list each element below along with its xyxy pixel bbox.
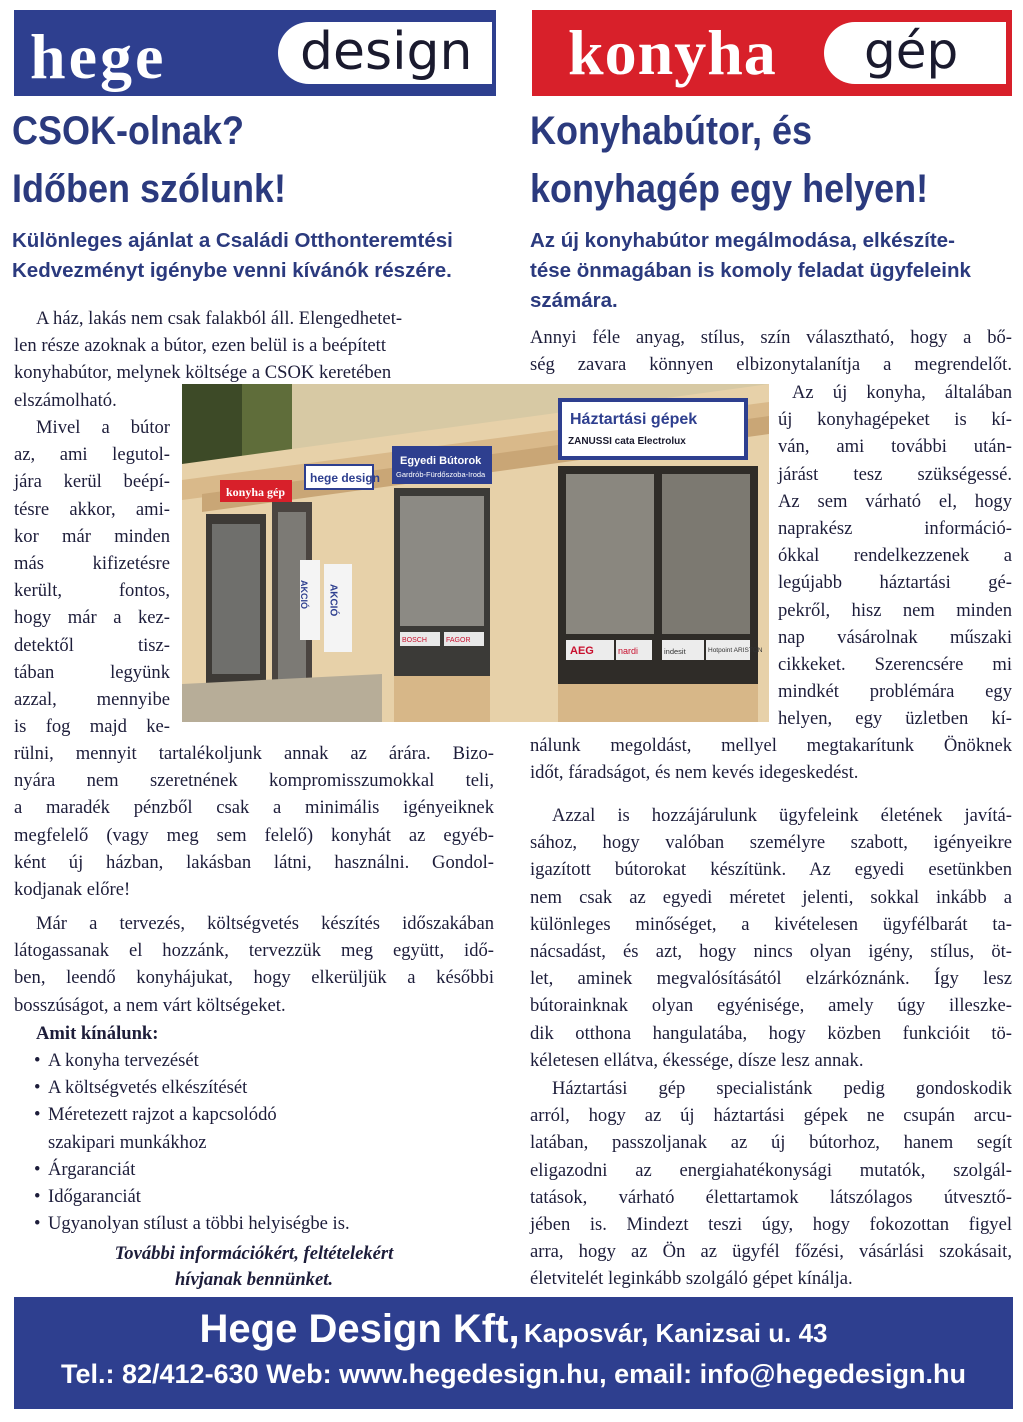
left-para-2-narrow bbox=[14, 414, 170, 740]
text-line: Azzal is hozzájárulunk ügyfeleink életének javítá- bbox=[552, 805, 1012, 826]
right-subhead-line: Az új konyhabútor megálmodása, elkészíte- bbox=[530, 229, 955, 252]
list-item: • Árgaranciát bbox=[34, 1158, 136, 1180]
text-line: új konyhagépeket is kí- bbox=[778, 409, 1012, 431]
sign-hege: hege design bbox=[310, 471, 381, 485]
text-line: ben, leendő konyhájukat, hogy elkerüljük a későbbi bbox=[14, 967, 494, 989]
text-line: a maradék pénzből csak a minimális igényeiknek bbox=[14, 797, 494, 819]
sign-furniture: Egyedi Bútorok bbox=[400, 455, 482, 467]
text-line: arról, hogy az új háztartási gépek ne csupán arcu- bbox=[530, 1105, 1012, 1127]
list-item: • A költségvetés elkészítését bbox=[34, 1077, 248, 1099]
sign-konyha: konyha gép bbox=[226, 485, 286, 499]
sign-brands: ZANUSSI cata Electrolux bbox=[568, 436, 686, 447]
company-address: Kaposvár, Kanizsai u. 43 bbox=[524, 1318, 828, 1348]
text-line: ként új házban, lakásban látni, használni. Gondol- bbox=[14, 851, 494, 873]
text-line: más kifizetésre bbox=[14, 553, 170, 575]
left-para-2-wide bbox=[14, 740, 494, 903]
sign-furniture-sub: Gardrób-Fürdőszoba-Iroda bbox=[396, 470, 486, 479]
left-headline-line: Időben szólunk! bbox=[12, 167, 286, 211]
text-line: bútorainknak olyan egyénisége, amely úgy illeszke- bbox=[530, 995, 1012, 1017]
left-para-3 bbox=[14, 910, 494, 1019]
sign-nardi: nardi bbox=[618, 646, 639, 656]
sign-akcio-2: AKCIÓ bbox=[327, 584, 339, 617]
text-line: is fog majd ke- bbox=[14, 716, 170, 738]
text-line: kor már minden bbox=[14, 525, 170, 547]
text-line: legújabb háztartási gé- bbox=[778, 572, 1012, 594]
text-line: időt, fáradságot, és nem kevés idegeskedést. bbox=[530, 762, 859, 784]
text-line: dik otthona hangulatába, hogy közben funkcióit tö- bbox=[530, 1022, 1012, 1044]
text-line: Az sem várható el, hogy bbox=[778, 490, 1012, 512]
text-line: azzal, mennyibe bbox=[14, 689, 170, 711]
sign-akcio-1: AKCIÓ bbox=[299, 580, 309, 609]
right-headline-line: Konyhabútor, és bbox=[530, 109, 813, 153]
text-line: különleges minőséget, a kivételesen ügyfélbarát ta- bbox=[530, 913, 1012, 935]
text-line: Már a tervezés, költségvetés készítés időszakában bbox=[36, 913, 494, 934]
offer-list bbox=[34, 1047, 350, 1237]
text-line: ókkal rendelkezzenek a bbox=[778, 545, 1012, 567]
right-subhead-line: tése önmagában is komoly feladat ügyfeleink bbox=[530, 259, 971, 282]
konyha-gep-logo bbox=[532, 10, 1012, 96]
text-line: elszámolható. bbox=[14, 389, 117, 411]
text-line: pekről, hisz nem minden bbox=[778, 599, 1012, 621]
text-line: ván, ami további után- bbox=[778, 436, 1012, 458]
sign-bosch: BOSCH bbox=[402, 637, 427, 644]
text-line: bosszúságot, a nem várt költségeket. bbox=[14, 994, 286, 1016]
text-line: jára kerül beépí- bbox=[14, 471, 170, 493]
text-line: A ház, lakás nem csak falakból áll. Elengedhetet- bbox=[36, 308, 403, 329]
list-item: • Méretezett rajzot a kapcsolódó bbox=[34, 1104, 277, 1126]
hege-design-logo bbox=[14, 10, 496, 96]
text-line: járást tesz szükségessé. bbox=[778, 463, 1012, 485]
footer-company-line bbox=[14, 1307, 1013, 1352]
storefront-photo bbox=[182, 384, 769, 722]
text-line: az, ami legutol- bbox=[14, 444, 170, 466]
left-subhead-line: Kedvezményt igénybe venni kívánók részére. bbox=[12, 259, 452, 282]
text-line: Annyi féle anyag, stílus, szín választható, hogy a bő- bbox=[530, 327, 1012, 348]
right-subhead-line: számára. bbox=[530, 289, 618, 312]
logo-word-hege: hege bbox=[30, 21, 167, 92]
text-line: nácsadást, és azt, hogy nincs olyan igény, stílus, öt- bbox=[530, 941, 1012, 963]
sign-hotpoint: Hotpoint ARISTON bbox=[708, 647, 763, 654]
right-para-1-end bbox=[530, 732, 1012, 786]
list-item: • A konyha tervezését bbox=[34, 1050, 199, 1071]
logo-word-konyha: konyha bbox=[568, 17, 777, 88]
text-line: életvitelét leginkább szolgáló gépet kínálja. bbox=[530, 1268, 853, 1290]
right-para-1-narrow bbox=[778, 379, 1012, 733]
sign-appliances: Háztartási gépek bbox=[570, 411, 698, 428]
text-line: tésre akkor, ami- bbox=[14, 498, 170, 520]
company-name: Hege Design Kft, bbox=[199, 1307, 520, 1351]
text-line: len része azoknak a bútor, ezen belül is a beépített bbox=[14, 335, 386, 357]
text-line: Mivel a bútor bbox=[36, 417, 170, 438]
sign-indesit: indesit bbox=[664, 647, 686, 656]
text-line: tatások, várható élettartamok látszólagos útvesztő- bbox=[530, 1186, 1012, 1208]
text-line: let, aminek megvalósításától elzárkóznánk. Így lesz bbox=[530, 968, 1012, 990]
text-line: cikkeket. Szerencsére mi bbox=[778, 654, 1012, 676]
sign-aeg: AEG bbox=[570, 645, 594, 657]
text-line: helyen, egy üzletben kí- bbox=[778, 708, 1012, 730]
left-headline-line: CSOK-olnak? bbox=[12, 109, 245, 153]
text-line: naprakész információ- bbox=[778, 518, 1012, 540]
right-subhead bbox=[530, 226, 971, 316]
text-line: detektől tisz- bbox=[14, 634, 170, 656]
list-item-cont: szakipari munkákhoz bbox=[48, 1131, 207, 1153]
text-line: konyhabútor, melynek költsége a CSOK keretében bbox=[14, 362, 392, 384]
text-line: megfelelő (vagy meg sem felelő) konyhát az egyéb- bbox=[14, 824, 494, 846]
text-line: rülni, mennyit tartalékoljunk annak az árára. Bizo- bbox=[14, 743, 494, 764]
text-line: mindkét problémára egy bbox=[778, 681, 1012, 703]
logo-word-design: design bbox=[300, 22, 473, 82]
text-line: Az új konyha, általában bbox=[792, 382, 1012, 403]
text-line: kodjanak előre! bbox=[14, 879, 131, 901]
left-headline bbox=[12, 102, 286, 218]
text-line: sához, hogy valóban személyre szabott, igényeikre bbox=[530, 832, 1012, 854]
offer-title: Amit kínálunk: bbox=[36, 1023, 159, 1044]
footer-contact-bar bbox=[14, 1297, 1013, 1409]
right-headline bbox=[530, 102, 928, 218]
text-line: látogassanak el hozzánk, tervezzük meg együtt, idő- bbox=[14, 940, 494, 962]
text-line: arra, hogy az Ön az ügyfél főzési, vásárlási szokásait, bbox=[530, 1241, 1012, 1263]
list-item: • Ugyanolyan stílust a többi helyiségbe is. bbox=[34, 1213, 350, 1235]
text-line: nálunk megoldást, mellyel megtakarítunk Önöknek bbox=[530, 735, 1012, 756]
logo-word-gep: gép bbox=[864, 22, 959, 80]
text-line: kéletesen ellátva, ékessége, dísze lesz annak. bbox=[530, 1049, 864, 1071]
text-line: ség zavara könnyen elbizonytalanítja a megrendelőt. bbox=[530, 354, 1012, 376]
left-subhead-line: Különleges ajánlat a Családi Otthonteremtési bbox=[12, 229, 453, 252]
text-line: hogy már a kez- bbox=[14, 607, 170, 629]
text-line: nyára nem szeretnének kompromisszumokkal teli, bbox=[14, 770, 494, 792]
right-headline-line: konyhagép egy helyen! bbox=[530, 167, 929, 211]
text-line: nap vásárolnak műszaki bbox=[778, 626, 1012, 648]
footer-contact-line: Tel.: 82/412-630 Web: www.hegedesign.hu, email: info@hegedesign.hu bbox=[60, 1359, 966, 1389]
text-line: latában, passzoljanak az új bútorhoz, hanem segít bbox=[530, 1132, 1012, 1154]
text-line: tában legyünk bbox=[14, 661, 170, 683]
right-para-2 bbox=[530, 802, 1012, 1074]
text-line: jében is. Mindezt teszi úgy, hogy fokozottan figyel bbox=[530, 1214, 1012, 1236]
list-item: • Időgaranciát bbox=[34, 1186, 141, 1208]
text-line: igazított bútorokat készítünk. Az egyedi esetünkben bbox=[530, 859, 1012, 881]
left-subhead bbox=[12, 226, 453, 286]
text-line: eligazodni az energiahatékonysági mutatók, szolgál- bbox=[530, 1159, 1012, 1181]
closing-note: További információkért, feltételekért hívjanak bennünket. bbox=[114, 1243, 394, 1290]
sign-fagor: FAGOR bbox=[446, 637, 471, 644]
right-para-1-wide bbox=[530, 324, 1012, 378]
text-line: került, fontos, bbox=[14, 580, 170, 602]
text-line: Háztartási gép specialistánk pedig gondoskodik bbox=[552, 1078, 1012, 1099]
right-para-3 bbox=[530, 1075, 1012, 1293]
text-line: nem csak az egyedi méretet jelenti, sokkal inkább a bbox=[530, 886, 1012, 908]
